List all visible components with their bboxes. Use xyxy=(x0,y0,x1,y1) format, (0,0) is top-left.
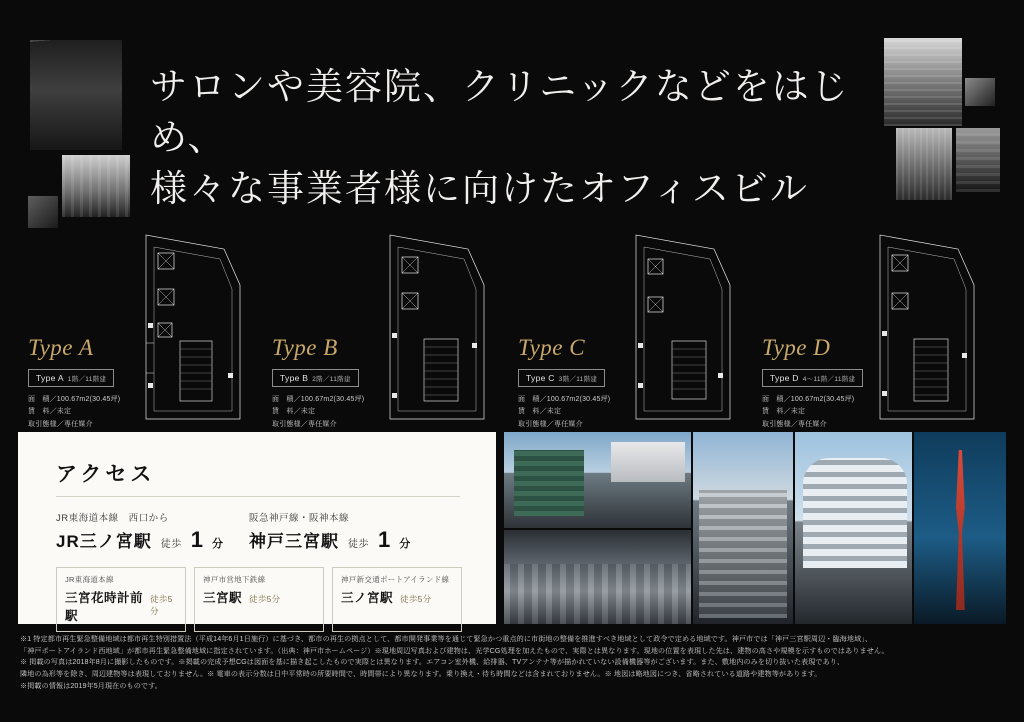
plan-chip-label-b: Type B xyxy=(280,373,309,383)
plan-spec-rent-c: 賃 料／未定 xyxy=(518,408,562,416)
building-photo-top-right xyxy=(884,38,962,126)
plan-chip-sub-b: 2階／11階建 xyxy=(312,376,351,383)
sub-route-1-line: JR東海道本線 xyxy=(65,575,114,584)
location-photo-strip xyxy=(504,432,1006,624)
sub-route-3-row xyxy=(341,588,453,606)
access-title: アクセス xyxy=(56,463,156,486)
plan-title-a: Type A xyxy=(28,335,94,360)
route-jr-walk-label: 徒歩 xyxy=(160,539,182,550)
plan-spec-terms-b: 取引態様／専任媒介 xyxy=(272,420,337,428)
plan-drawing-a xyxy=(128,223,258,433)
route-jr-gate: 西口から xyxy=(128,513,169,524)
sub-route-2 xyxy=(194,567,324,632)
access-panel xyxy=(18,432,496,624)
route-jr-minute-unit: 分 xyxy=(211,538,223,550)
footnote-line-3: ※ 掲載の写真は2018年8月に撮影したものです。※掲載の完成予想CGは図面を基に描き起こしたもので実際とは異なります。エアコン室外機、給排器、TVアンテナ等が描かれていない設備機器等がございます。また、敷地内のみを切り抜いた表現であり、 xyxy=(20,658,845,667)
route-hankyu-line-label: 阪急神戸線・阪神本線 xyxy=(248,513,349,524)
footnote-line-1: ※1 特定都市再生緊急整備地域は都市再生特別措置法（平成14年6月1日施行）に基づき、都市の再生の拠点として、都市開発事業等を通じて緊急かつ重点的に市街地の整備を推進すべき地域として政令で定める地域です。神戸市では「神戸三宮駅周辺・臨海地域」、 xyxy=(20,635,873,643)
plan-title-b: Type B xyxy=(272,335,338,360)
route-hankyu-station-row xyxy=(249,527,410,553)
secondary-routes xyxy=(56,567,462,632)
plan-chip-label-c: Type C xyxy=(526,373,555,383)
sub-route-1-station: 三宮花時計前駅 xyxy=(65,591,144,623)
page-headline xyxy=(150,62,880,215)
route-hankyu-minutes: 1 xyxy=(377,527,391,552)
plan-spec-area-b: 面 積／100.67m2(30.45坪) xyxy=(272,396,365,403)
sub-route-2-walk: 徒歩5分 xyxy=(249,594,281,604)
route-hankyu-minute-unit: 分 xyxy=(399,538,411,550)
building-photo-top-left xyxy=(30,40,122,150)
photo-sannomiya-station xyxy=(504,432,691,624)
plan-chip-a xyxy=(28,369,114,387)
photo-shopping-building xyxy=(693,432,793,624)
headline-line-2: 様々な事業者様に向けたオフィスビル xyxy=(150,169,809,211)
plan-chip-sub-c: 3階／11階建 xyxy=(558,376,598,383)
route-hankyu-line xyxy=(249,510,410,524)
sub-route-2-row xyxy=(203,588,315,606)
plan-chip-label-d: Type D xyxy=(770,373,799,383)
plan-chip-c xyxy=(518,369,605,387)
sub-route-1-walk: 徒歩5分 xyxy=(150,594,173,616)
plan-spec-terms-c: 取引態様／専任媒介 xyxy=(518,420,583,428)
photo-santica-entrance xyxy=(504,530,691,624)
route-jr-line xyxy=(56,510,223,524)
plan-spec-area-a: 面 積／100.67m2(30.45坪) xyxy=(28,396,121,403)
sub-route-3 xyxy=(332,567,462,632)
plan-drawing-c xyxy=(618,223,748,433)
plan-chip-sub-d: 4～11階／11階建 xyxy=(802,376,856,383)
footnote-line-2: 「神戸ポートアイランド西地域」が都市再生緊急整備地域に指定されています。（出典：神戸市ホームページ）※現地周辺写真および建物は、光学CG処理を加えたもので、実際とは異なります。現地の位置を表現した先は、建物の高さや規模を示すものではありません。 xyxy=(20,646,889,655)
floor-plan-section xyxy=(0,205,1024,428)
access-divider xyxy=(56,496,460,497)
route-jr-station: JR三ノ宮駅 xyxy=(56,532,152,551)
plan-chip-b xyxy=(272,369,359,387)
sub-route-1-row xyxy=(65,588,177,624)
sub-route-2-line: 神戸市営地下鉄線 xyxy=(203,575,266,584)
plan-spec-terms-d: 取引態様／専任媒介 xyxy=(762,420,827,428)
footnote-line-4: 隣地の為形等を除き、周辺建物等は表現しておりません。※ 電車の表示分数は日中平常時の所要時間で、時間帯により異なります。乗り換え・待ち時間などは含まれておりません。※ 地図は略地図につき、省略されている道路や建物等があります。 xyxy=(20,670,822,679)
route-hankyu-station: 神戸三宮駅 xyxy=(248,532,339,551)
plan-chip-sub-a: 1階／11階建 xyxy=(67,376,107,383)
plan-spec-rent-b: 賃 料／未定 xyxy=(272,408,316,416)
photo-station-exterior xyxy=(504,432,691,528)
plan-title-d: Type D xyxy=(762,335,831,360)
footnotes xyxy=(20,634,1006,693)
plan-chip-d xyxy=(762,369,863,387)
detail-photo-right-upper xyxy=(965,78,995,106)
plan-spec-terms-a: 取引態様／専任媒介 xyxy=(28,420,93,428)
primary-routes xyxy=(56,510,466,553)
sub-route-1 xyxy=(56,567,186,632)
sub-route-2-station: 三宮駅 xyxy=(203,591,243,605)
building-photo-right-lower xyxy=(896,128,952,200)
sub-route-3-walk: 徒歩5分 xyxy=(400,594,432,604)
plan-drawing-d xyxy=(862,223,992,433)
plan-drawing-b xyxy=(372,223,502,433)
plan-spec-area-c: 面 積／100.67m2(30.45坪) xyxy=(518,396,611,403)
detail-photo-right-lower xyxy=(956,128,1000,192)
plan-spec-rent-d: 賃 料／未定 xyxy=(762,408,806,416)
route-jr xyxy=(56,510,223,553)
photo-kobe-port-tower xyxy=(914,432,1006,624)
route-jr-station-row xyxy=(56,527,223,553)
route-jr-minutes: 1 xyxy=(190,527,203,552)
plan-chip-label-a: Type A xyxy=(36,373,64,383)
footnote-line-5: ※掲載の情報は2019年5月現在のものです。 xyxy=(20,681,162,690)
photo-curved-office-building xyxy=(795,432,913,624)
route-hankyu-hanshin xyxy=(249,510,410,553)
headline-line-1: サロンや美容院、クリニックなどをはじめ、 xyxy=(150,67,850,160)
plan-spec-rent-a: 賃 料／未定 xyxy=(28,408,72,416)
route-hankyu-walk-label: 徒歩 xyxy=(347,539,369,550)
sub-route-3-station: 三ノ宮駅 xyxy=(341,591,394,605)
plan-title-c: Type C xyxy=(518,335,586,360)
plan-spec-area-d: 面 積／100.67m2(30.45坪) xyxy=(762,396,855,403)
sub-route-3-line: 神戸新交通ポートアイランド線 xyxy=(341,575,450,584)
route-jr-line-label: JR東海道本線 xyxy=(56,513,119,524)
